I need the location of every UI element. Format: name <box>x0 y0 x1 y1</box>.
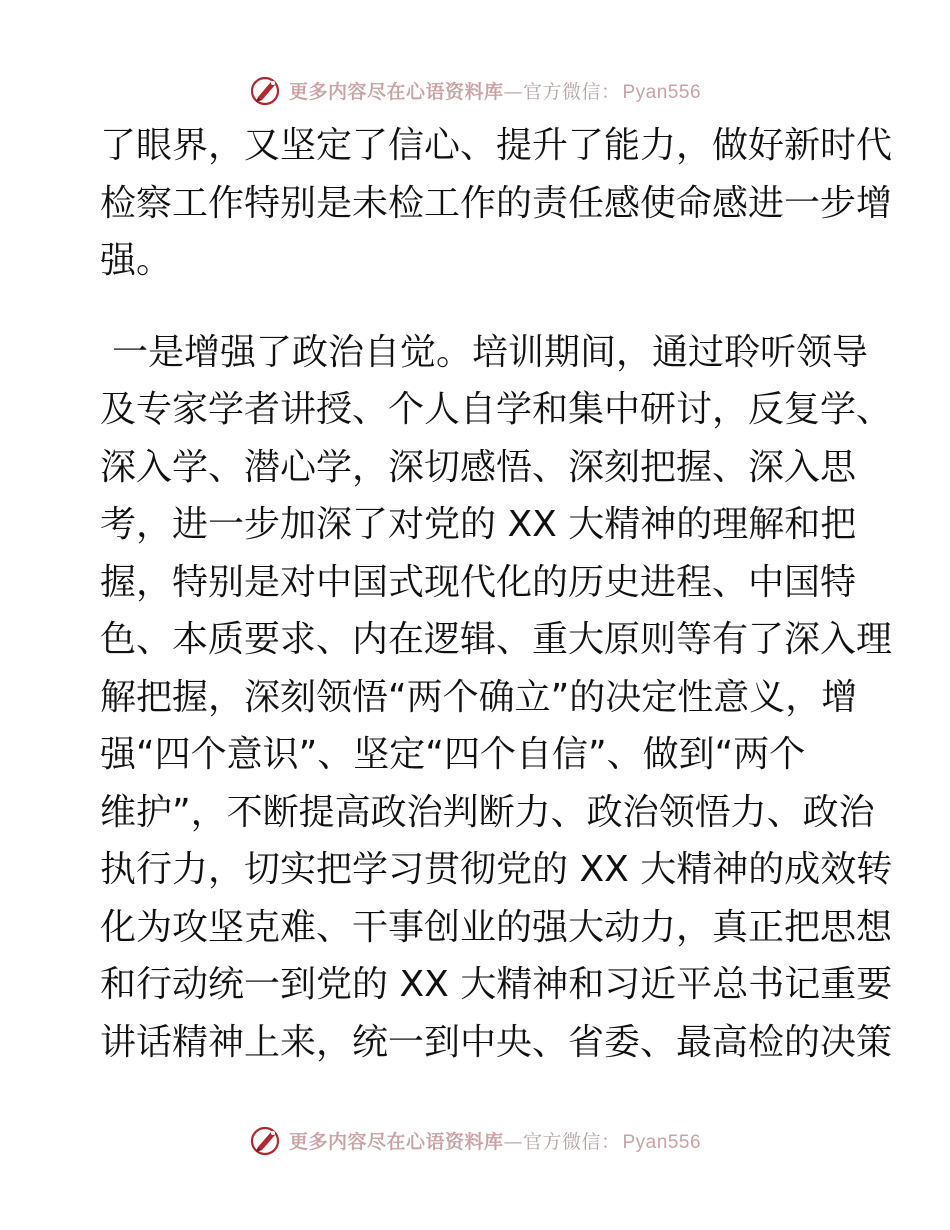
header-banner-text <box>289 77 701 104</box>
text-line: 及专家学者讲授、个人自学和集中研讨，反复学、 <box>100 389 893 430</box>
document-body <box>100 117 893 1071</box>
pen-logo-icon <box>249 1123 283 1157</box>
text-line: 一是增强了政治自觉。培训期间，通过聆听领导 <box>112 331 869 373</box>
text-line: 执行力，切实把学习贯彻党的 XX 大精神的成效转 <box>100 849 893 890</box>
header-wechat-id: Pyan556 <box>622 81 702 103</box>
footer-banner <box>0 1120 950 1160</box>
text-line: 解把握，深刻领悟“两个确立”的决定性意义，增 <box>100 676 858 718</box>
text-line: 讲话精神上来，统一到中央、省委、最高检的决策 <box>100 1021 893 1063</box>
text-line: 深入学、潜心学，深切感悟、深刻把握、深入思 <box>100 446 857 488</box>
header-dash: — <box>503 80 523 103</box>
text-line: 强“四个意识”、坚定“四个自信”、做到“两个 <box>100 734 806 775</box>
text-line: 握，特别是对中国式现代化的历史进程、中国特 <box>100 561 857 603</box>
paragraph-1 <box>100 117 893 290</box>
text-line: 强。 <box>100 240 173 281</box>
text-line: 了眼界，又坚定了信心、提升了能力，做好新时代 <box>100 125 893 166</box>
text-line: 化为攻坚克难、干事创业的强大动力，真正把思想 <box>100 906 893 948</box>
text-line: 检察工作特别是未检工作的责任感使命感进一步增 <box>100 182 893 224</box>
pen-logo-icon <box>249 73 283 107</box>
header-brand-text: 更多内容尽在心语资料库 <box>288 80 504 103</box>
footer-wechat-id: Pyan556 <box>622 1131 702 1153</box>
footer-wechat-label: 官方微信： <box>522 1130 621 1153</box>
paragraph-gap <box>100 290 850 324</box>
text-line: 和行动统一到党的 XX 大精神和习近平总书记重要 <box>100 964 893 1005</box>
header-banner <box>0 70 950 110</box>
text-line: 维护”，不断提高政治判断力、政治领悟力、政治 <box>100 791 875 833</box>
footer-banner-text <box>289 1127 701 1154</box>
footer-dash: — <box>503 1130 523 1153</box>
text-line: 色、本质要求、内在逻辑、重大原则等有了深入理 <box>100 619 893 660</box>
header-wechat-label: 官方微信： <box>522 80 621 103</box>
footer-brand-text: 更多内容尽在心语资料库 <box>288 1130 504 1153</box>
text-line: 考，进一步加深了对党的 XX 大精神的理解和把 <box>100 504 857 545</box>
paragraph-2 <box>100 324 893 1072</box>
